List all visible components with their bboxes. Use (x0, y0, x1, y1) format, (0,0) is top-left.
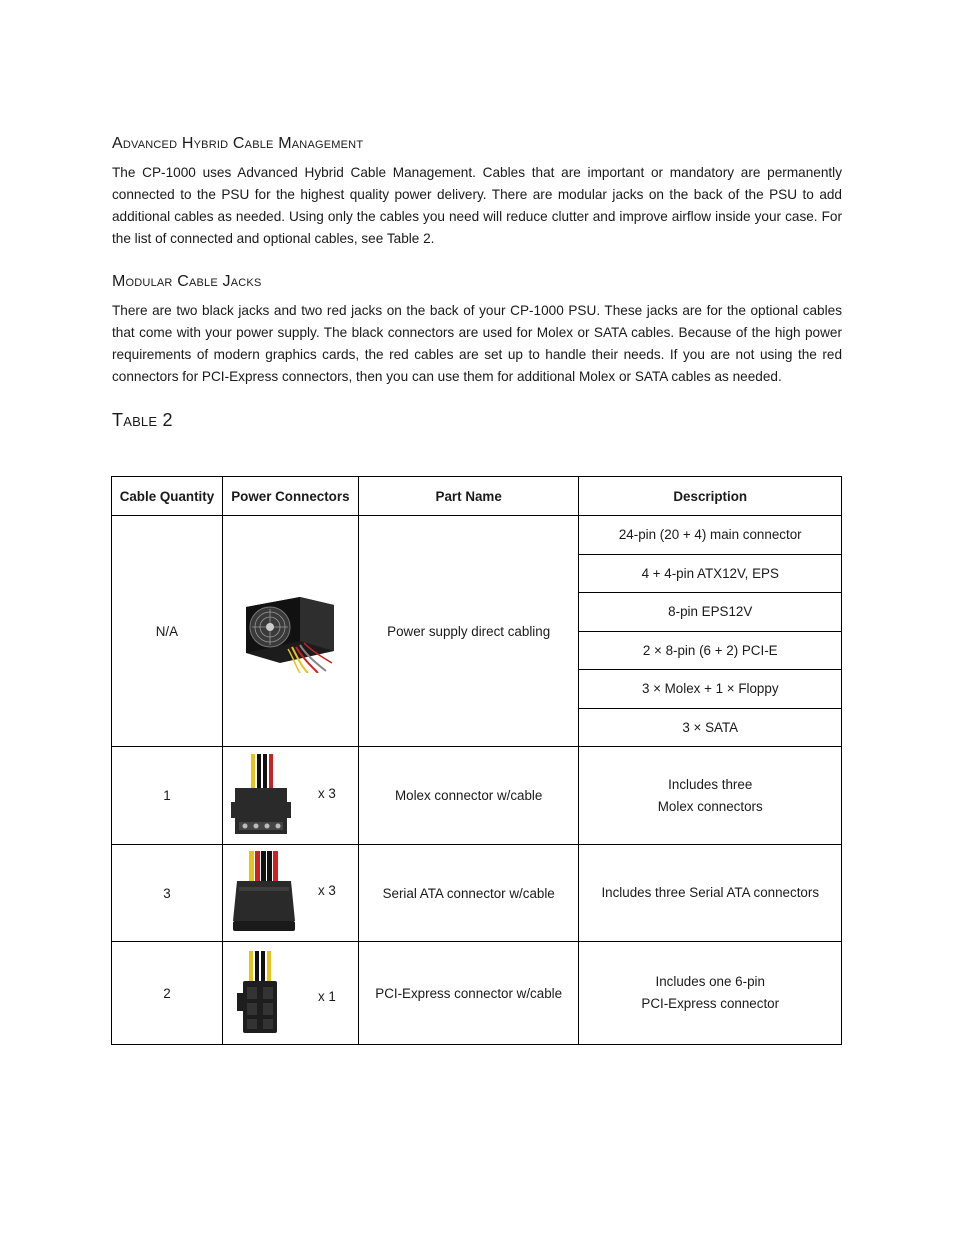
psu-description-5: 3 × Molex + 1 × Floppy (579, 670, 842, 709)
molex-connector-image (229, 754, 299, 842)
pcie-description (579, 942, 842, 1045)
section-body-cable-management: The CP-1000 uses Advanced Hybrid Cable Management. Cables that are important or mandatory are permanently connected to the PSU for the highest quality power delivery. There are modular jacks on the back of the PSU to add additional cables as needed. Using only the cables you need will reduce clutter and improve airflow inside your case. For the list of connected and optional cables, see Table 2. (112, 165, 842, 246)
table-row-sata (112, 845, 842, 942)
section-heading-cable-management: Advanced Hybrid Cable Management (112, 135, 364, 152)
pcie-connector-image (229, 951, 299, 1039)
molex-count: x 3 (318, 785, 336, 801)
section-heading-modular-jacks: Modular Cable Jacks (112, 273, 262, 290)
table-header-row (112, 477, 842, 516)
psu-description-3: 8-pin EPS12V (579, 593, 842, 632)
sata-description-line-1: Includes three Serial ATA connectors (601, 885, 820, 900)
pcie-description-line-1: Includes one 6-pin (655, 974, 765, 989)
header-part-name: Part Name (358, 477, 579, 516)
sata-description (579, 845, 842, 942)
table-row-psu (112, 516, 842, 555)
pcie-description-line-2: PCI-Express connector (641, 996, 780, 1011)
psu-image-cell (222, 516, 358, 747)
header-description: Description (579, 477, 842, 516)
sata-quantity: 3 (112, 845, 223, 942)
psu-quantity: N/A (112, 516, 223, 747)
psu-part-name: Power supply direct cabling (358, 516, 579, 747)
header-cable-quantity: Cable Quantity (112, 477, 223, 516)
table-row-pcie (112, 942, 842, 1045)
pcie-count: x 1 (318, 989, 336, 1004)
psu-description-2: 4 + 4-pin ATX12V, EPS (579, 554, 842, 593)
psu-description-4: 2 × 8-pin (6 + 2) PCI-E (579, 631, 842, 670)
molex-description (579, 747, 842, 845)
sata-connector-image (229, 851, 299, 939)
header-power-connectors: Power Connectors (222, 477, 358, 516)
psu-description-1: 24-pin (20 + 4) main connector (579, 516, 842, 555)
molex-image-cell (222, 747, 358, 845)
document-page (112, 132, 842, 432)
cable-table (111, 476, 842, 1045)
sata-image-cell (222, 845, 358, 942)
molex-quantity: 1 (112, 747, 223, 845)
psu-unit-image (242, 589, 338, 673)
table-caption: Table 2 (112, 410, 173, 430)
molex-description-line-1: Includes three (668, 776, 753, 792)
sata-part-name: Serial ATA connector w/cable (358, 845, 579, 942)
pcie-image-cell (222, 942, 358, 1045)
table-row-molex (112, 747, 842, 845)
pcie-quantity: 2 (112, 942, 223, 1045)
section-body-modular-jacks: There are two black jacks and two red jacks on the back of your CP-1000 PSU. These jacks are for the optional cables that come with your power supply. The black connectors are used for Molex or SATA cables. Because of the high power requirements of modern graphics cards, the red cables are set up to handle their needs. If you are not using the red connectors for PCI-Express connectors, then you can use them for additional Molex or SATA cables as needed. (112, 303, 842, 384)
psu-description-6: 3 × SATA (579, 708, 842, 747)
pcie-part-name: PCI-Express connector w/cable (358, 942, 579, 1045)
molex-description-line-2: Molex connectors (657, 798, 763, 814)
molex-part-name: Molex connector w/cable (358, 747, 579, 845)
sata-count: x 3 (318, 883, 336, 898)
